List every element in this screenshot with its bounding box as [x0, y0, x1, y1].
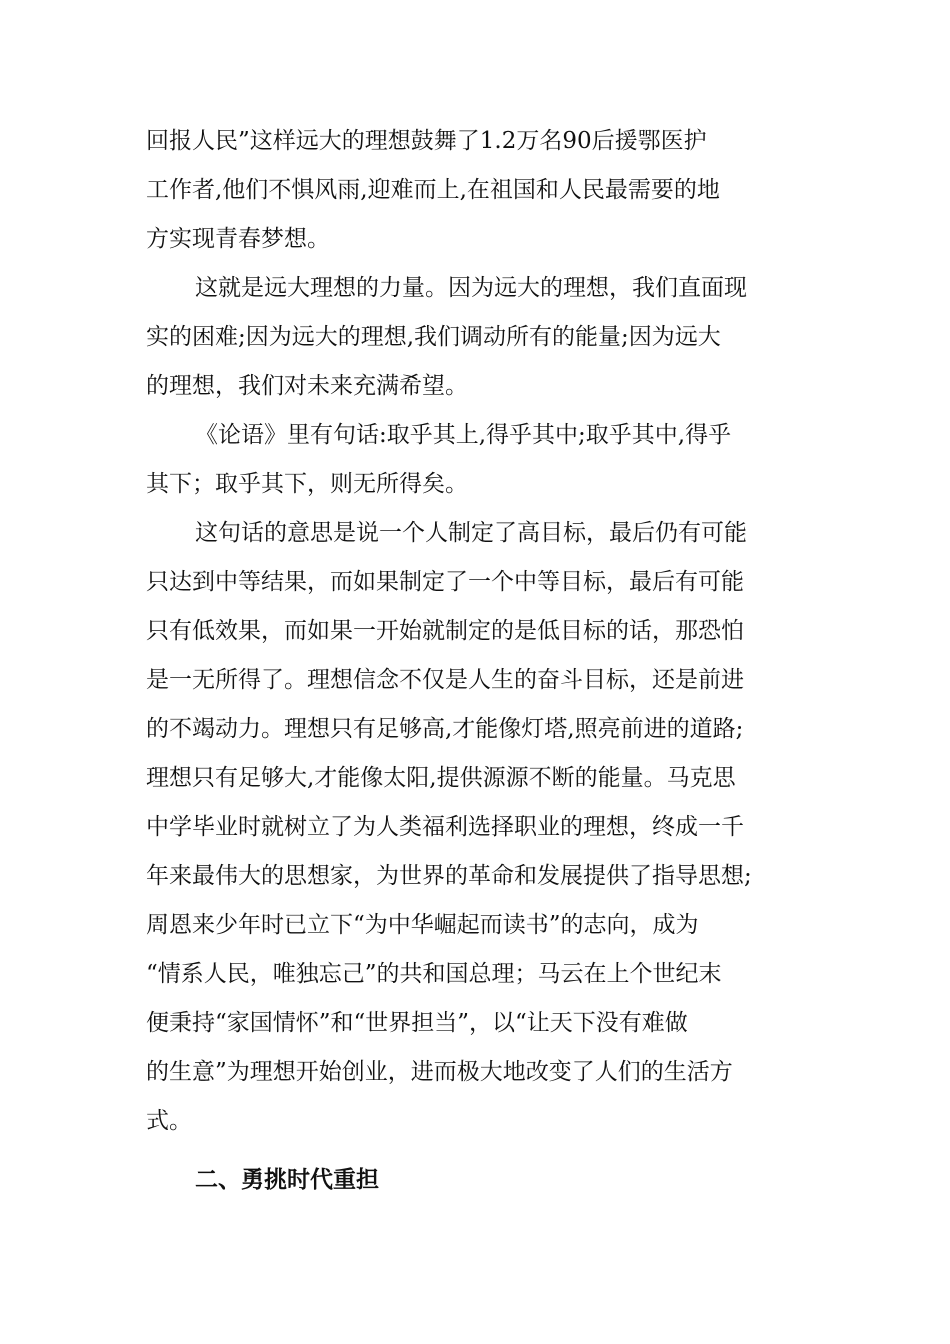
paragraph-line: 的生意”为理想开始创业，进而极大地改变了人们的生活方 — [146, 1059, 733, 1085]
paragraph-4 — [146, 509, 806, 1146]
paragraph-line: 周恩来少年时已立下“为中华崛起而读书”的志向，成为 — [146, 912, 699, 938]
paragraph-3 — [146, 411, 806, 509]
paragraph-line: 工作者,他们不惧风雨,迎难而上,在祖国和人民最需要的地 — [146, 177, 720, 203]
paragraph-line: 式。 — [146, 1108, 192, 1134]
paragraph-line: “情系人民，唯独忘己”的共和国总理；马云在上个世纪末 — [146, 961, 722, 987]
paragraph-1 — [146, 117, 806, 264]
paragraph-line: 中学毕业时就树立了为人类福利选择职业的理想，终成一千 — [146, 814, 744, 840]
paragraph-line: 《论语》里有句话:取乎其上,得乎其中;取乎其中,得乎 — [195, 422, 732, 448]
paragraph-line: 的理想，我们对未来充满希望。 — [146, 373, 468, 399]
paragraph-2 — [146, 264, 806, 411]
paragraph-line: 理想只有足够大,才能像太阳,提供源源不断的能量。马克思 — [146, 765, 736, 791]
paragraph-line: 这句话的意思是说一个人制定了高目标，最后仍有可能 — [195, 520, 747, 546]
paragraph-line: 年来最伟大的思想家，为世界的革命和发展提供了指导思想; — [146, 863, 752, 889]
paragraph-line: 实的困难;因为远大的理想,我们调动所有的能量;因为远大 — [146, 324, 721, 350]
paragraph-line: 便秉持“家国情怀”和“世界担当”，以“让天下没有难做 — [146, 1010, 688, 1036]
paragraph-line: 这就是远大理想的力量。因为远大的理想，我们直面现 — [195, 275, 747, 301]
paragraph-line: 的不竭动力。理想只有足够高,才能像灯塔,照亮前进的道路; — [146, 716, 744, 742]
paragraph-line: 只达到中等结果，而如果制定了一个中等目标，最后有可能 — [146, 569, 744, 595]
section-heading: 二、勇挑时代重担 — [195, 1167, 379, 1193]
paragraph-line: 回报人民”这样远大的理想鼓舞了1.2万名90后援鄂医护 — [146, 128, 707, 154]
paragraph-line: 其下；取乎其下，则无所得矣。 — [146, 471, 468, 497]
paragraph-line: 方实现青春梦想。 — [146, 226, 330, 252]
paragraph-line: 是一无所得了。理想信念不仅是人生的奋斗目标，还是前进 — [146, 667, 744, 693]
paragraph-line: 只有低效果，而如果一开始就制定的是低目标的话，那恐怕 — [146, 618, 744, 644]
